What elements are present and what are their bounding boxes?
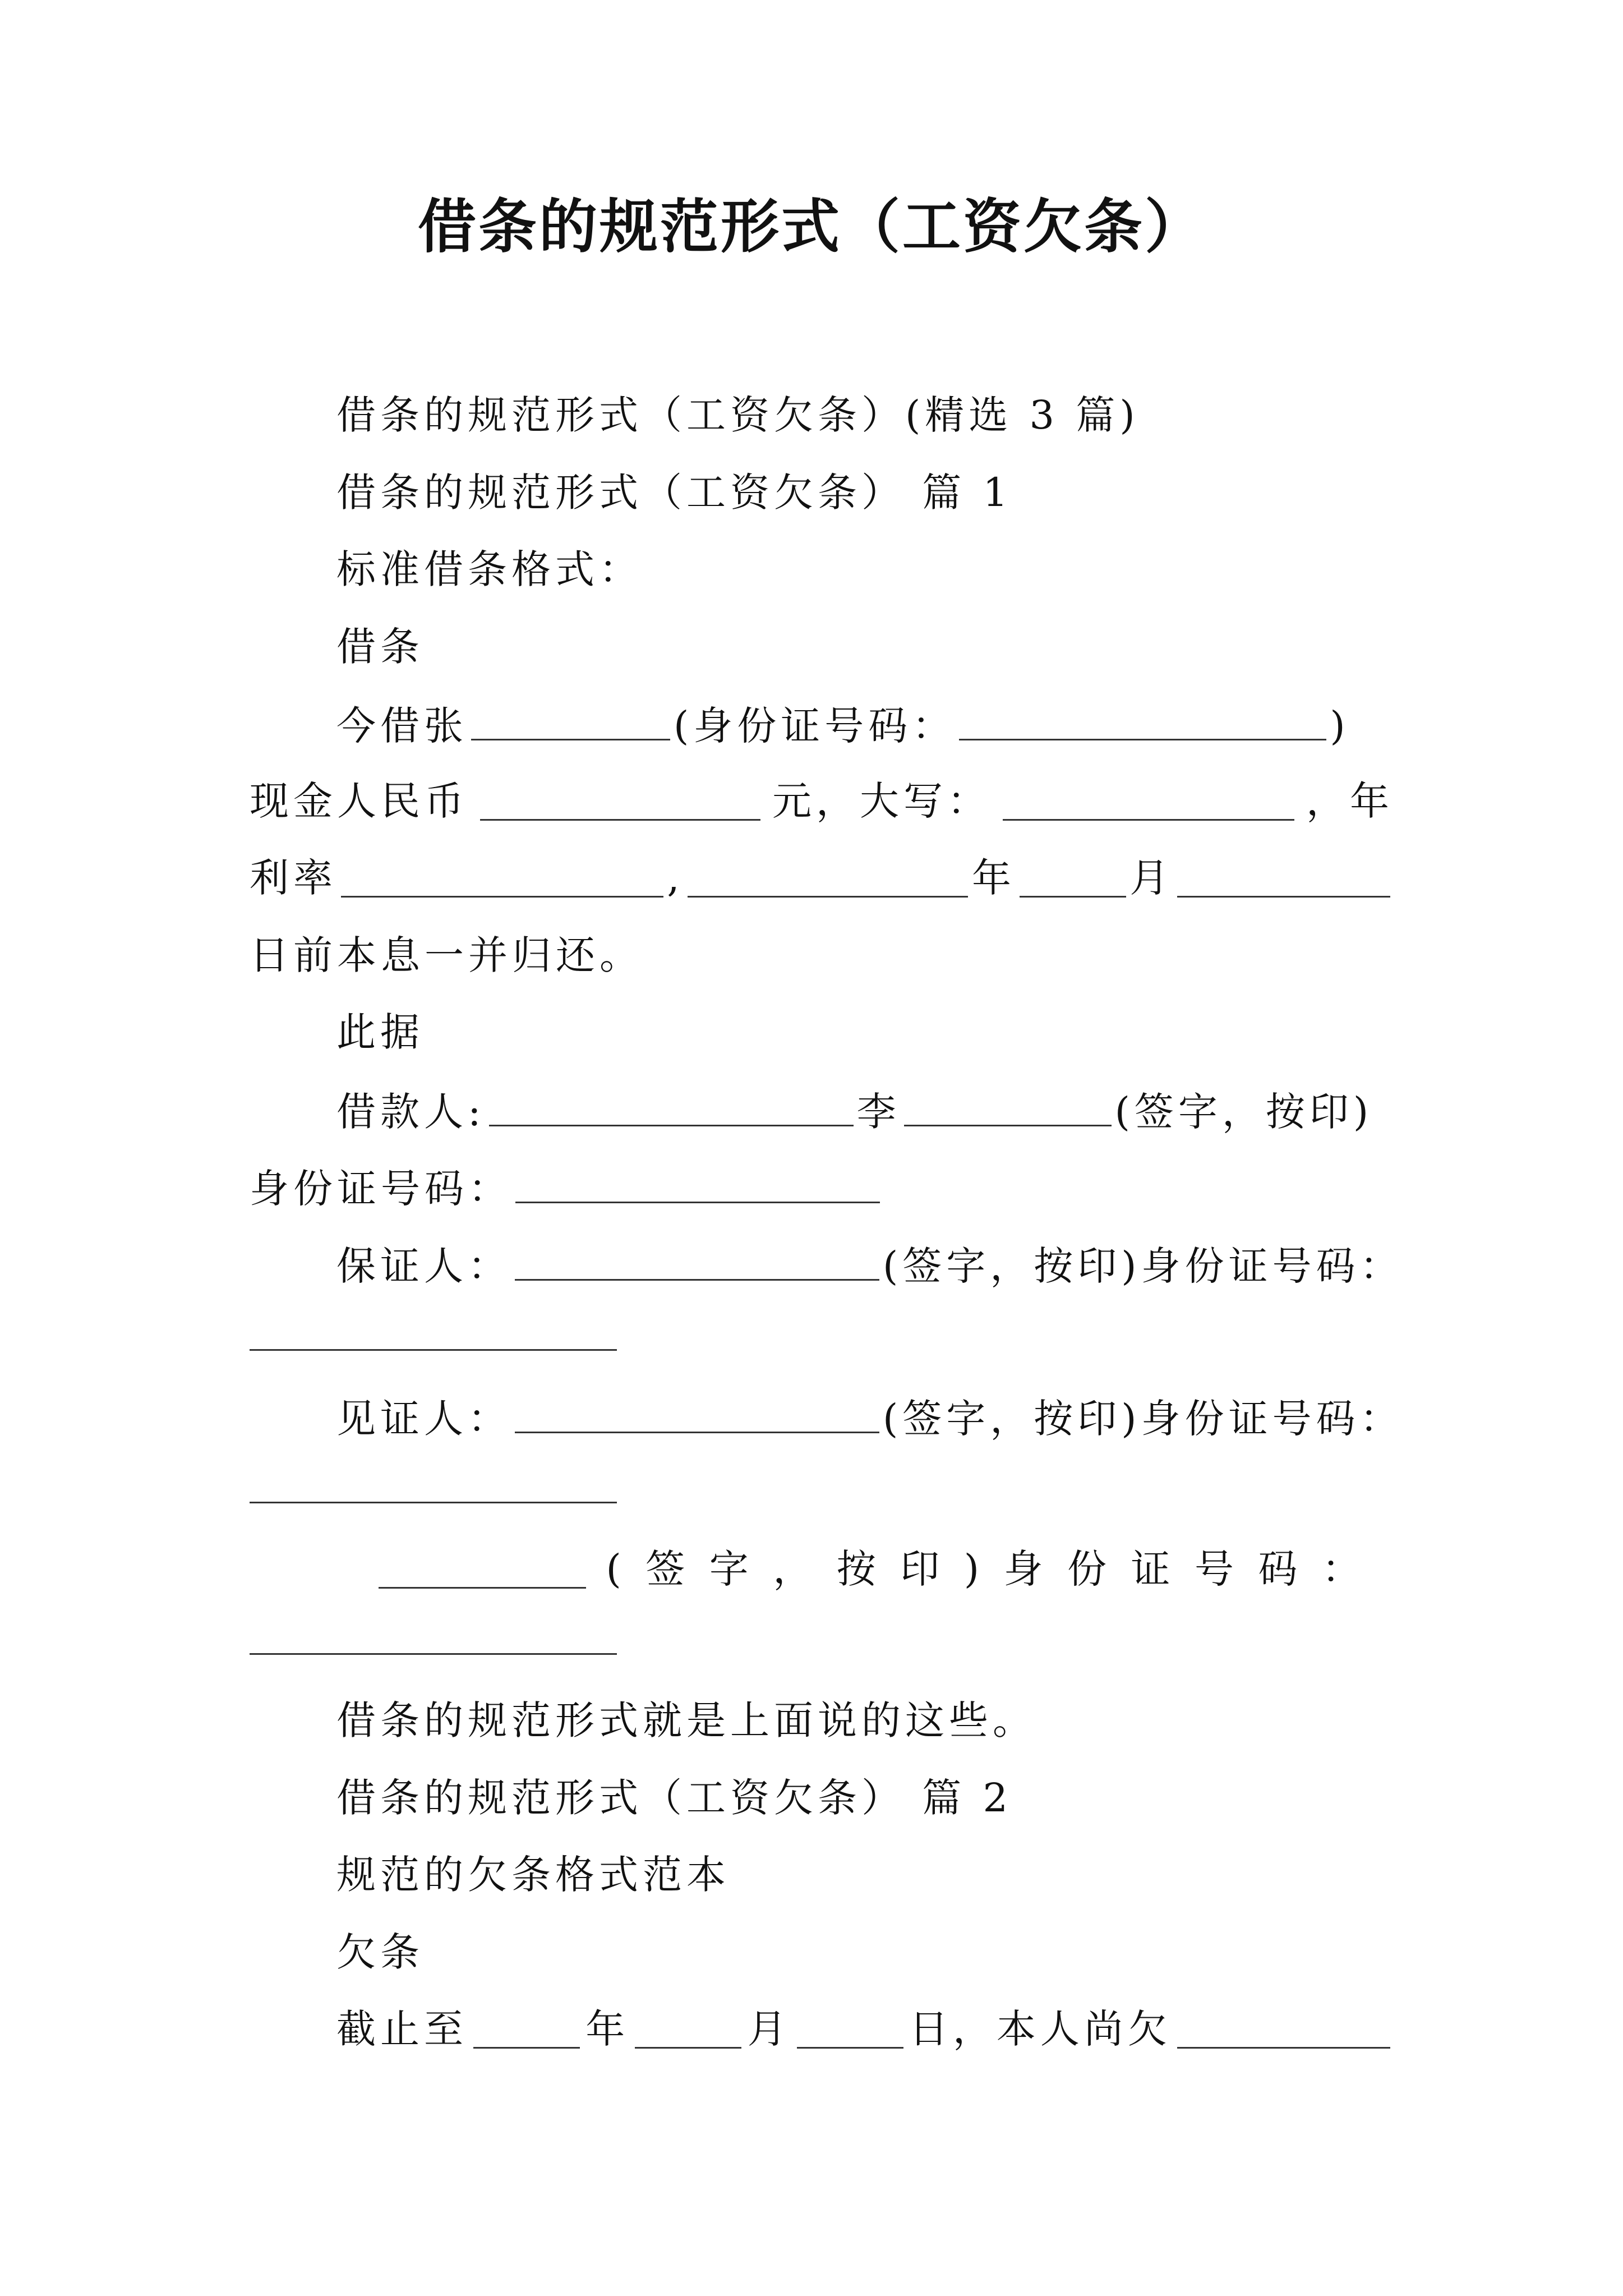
char-1: 签	[645, 1546, 690, 1592]
char-8: 份	[1067, 1546, 1111, 1592]
text-month: 月	[1129, 855, 1174, 901]
borrower-line	[336, 1089, 1394, 1135]
text-borrower: 借款人:	[336, 1089, 486, 1135]
iou-line-1	[336, 2006, 1394, 2052]
text-sign-seal: (签字，按印)	[1114, 1089, 1373, 1135]
text-iou-month: 月	[747, 2006, 791, 2052]
extra-sign-line	[379, 1546, 1366, 1592]
text-borrow-from: 今借张	[336, 703, 468, 749]
char-2: 字	[709, 1546, 753, 1592]
text-witness: 见证人：	[336, 1396, 511, 1442]
blank-iou-day	[797, 2012, 903, 2049]
blank-interest-rate	[341, 861, 663, 898]
paragraph-summary: 借条的规范形式就是上面说的这些。	[336, 1697, 1036, 1743]
blank-year	[688, 861, 968, 898]
blank-iou-amount	[1177, 2012, 1390, 2049]
form-heading-iou: 欠条	[336, 1929, 424, 1975]
blank-borrower-name	[904, 1090, 1112, 1126]
char-7: 身	[1003, 1546, 1048, 1592]
borrower-id-line	[250, 1166, 1394, 1212]
text-li: 李	[856, 1089, 901, 1135]
char-5: 印	[900, 1546, 944, 1592]
guarantor-line	[336, 1243, 1404, 1289]
text-guarantor: 保证人：	[336, 1243, 511, 1289]
loan-line-1	[336, 703, 1394, 749]
loan-line-3	[250, 855, 1394, 901]
blank-amount-uppercase	[1003, 784, 1294, 821]
text-hereby: 此据	[336, 1009, 424, 1055]
blank-amount	[480, 784, 760, 821]
document-title: 借条的规范形式（工资欠条）	[417, 192, 1205, 261]
blank-iou-month	[635, 2012, 741, 2049]
paragraph-iou-template: 规范的欠条格式范本	[336, 1852, 730, 1898]
text-as-of: 截止至	[336, 2006, 468, 2052]
blank-borrower-id	[515, 1167, 880, 1203]
form-heading-loan: 借条	[336, 624, 424, 670]
paragraph-standard-format: 标准借条格式：	[336, 546, 643, 592]
char-12: ：	[1321, 1546, 1366, 1592]
char-11: 码	[1258, 1546, 1302, 1592]
blank-witness	[515, 1397, 879, 1433]
blank-guarantor-id	[250, 1349, 617, 1351]
text-guarantor-sign-id: (签字，按印)身份证号码：	[883, 1243, 1404, 1289]
text-uppercase: 元，大写：	[772, 778, 991, 824]
section-heading-1: 借条的规范形式（工资欠条） 篇 1	[336, 470, 1013, 516]
section-heading-2: 借条的规范形式（工资欠条） 篇 2	[336, 1775, 1013, 1821]
text-id-number: (身份证号码：	[674, 703, 956, 749]
text-iou-owe: 日，本人尚欠	[909, 2006, 1172, 2052]
char-6: )	[963, 1546, 984, 1592]
text-id-number-label: 身份证号码：	[250, 1166, 512, 1212]
text-interest-rate: 利率	[250, 855, 337, 901]
blank-witness-id	[250, 1502, 617, 1503]
char-4: 按	[836, 1546, 880, 1592]
blank-iou-year	[473, 2012, 580, 2049]
blank-day	[1177, 861, 1390, 898]
text-iou-year: 年	[585, 2006, 630, 2052]
loan-line-2	[250, 778, 1394, 824]
text-annual: ，年	[1306, 778, 1394, 824]
witness-line	[336, 1396, 1404, 1442]
char-0: (	[606, 1546, 626, 1592]
char-10: 号	[1194, 1546, 1238, 1592]
blank-guarantor	[515, 1244, 879, 1281]
subtitle-selected: 借条的规范形式（工资欠条）(精选 3 篇)	[336, 392, 1140, 438]
blank-extra-id	[250, 1653, 617, 1655]
char-3: ，	[773, 1546, 817, 1592]
blank-extra-sign	[379, 1552, 586, 1589]
blank-lender-id	[959, 704, 1326, 740]
text-cash-rmb: 现金人民币	[250, 778, 468, 824]
blank-lender-name	[471, 704, 670, 740]
text-comma: ,	[667, 855, 684, 901]
loan-line-4: 日前本息一并归还。	[250, 932, 643, 978]
blank-month	[1020, 861, 1126, 898]
char-9: 证	[1131, 1546, 1175, 1592]
blank-borrower	[489, 1090, 854, 1126]
text-close-paren: )	[1330, 703, 1350, 749]
text-witness-sign-id: (签字，按印)身份证号码：	[883, 1396, 1404, 1442]
text-year: 年	[971, 855, 1016, 901]
